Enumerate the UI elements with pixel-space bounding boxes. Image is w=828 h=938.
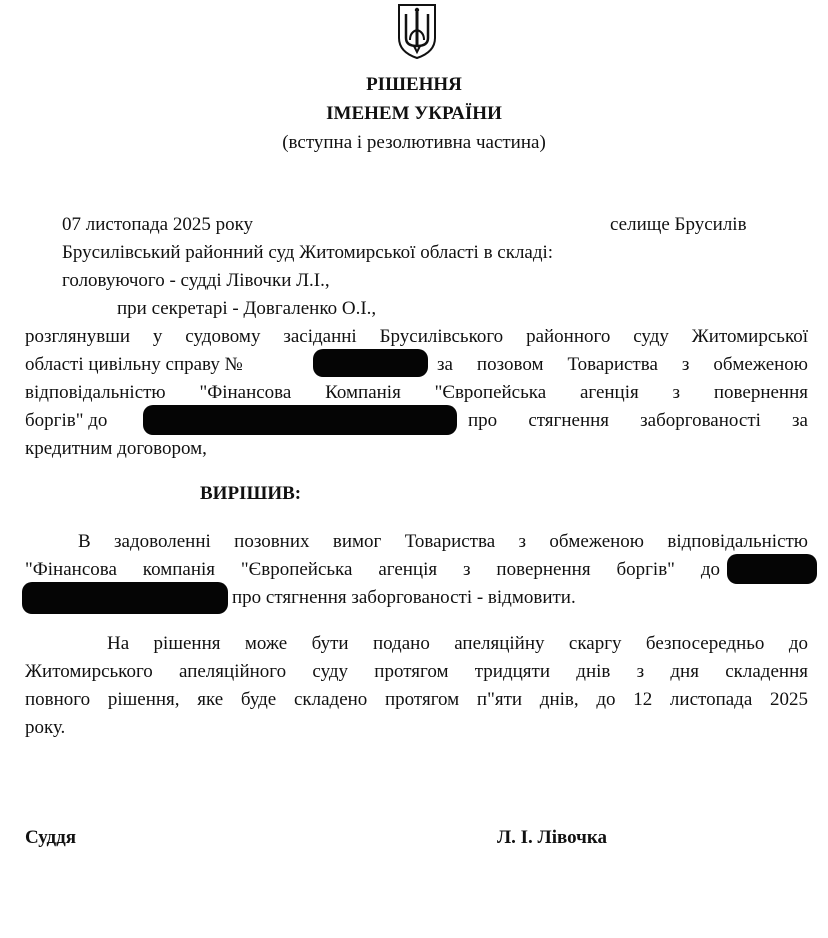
court-secretary: при секретарі - Довгаленко О.І., [117, 298, 377, 319]
appeal-paragraph-line-3: повного рішення, яке буде складено протягом п"яти днів, до 12 листопада 2025 [25, 689, 808, 710]
case-description-line-3: відповідальністю "Фінансова Компанія "Європейська агенція з повернення [25, 382, 808, 403]
case-description-line-4b: про стягнення заборгованості за [468, 410, 808, 431]
redacted-defendant-name [143, 405, 457, 435]
signature-judge-name: Л. І. Лівочка [497, 827, 608, 848]
court-composition: Брусилівський районний суд Житомирської області в складі: [62, 242, 554, 263]
case-description-line-2a: області цивільну справу № [25, 354, 243, 375]
decision-paragraph-1-line-2: "Фінансова компанія "Європейська агенція з повернення боргів" до [25, 559, 720, 580]
document-subtitle: ІМЕНЕМ УКРАЇНИ [326, 103, 502, 124]
appeal-paragraph-line-4: року. [25, 717, 66, 738]
case-description-line-1: розглянувши у судовому засіданні Брусилівського районного суду Житомирської [25, 326, 808, 347]
redacted-case-number [313, 349, 428, 377]
decision-date: 07 листопада 2025 року [62, 214, 254, 235]
appeal-paragraph-line-1: На рішення може бути подано апеляційну скаргу безпосередньо до [107, 633, 808, 654]
appeal-paragraph-line-2: Житомирського апеляційного суду протягом тридцяти днів з дня складення [25, 661, 808, 682]
decision-paragraph-1-line-3: про стягнення заборгованості - відмовити. [232, 587, 576, 608]
ukraine-trident-emblem-icon [396, 2, 438, 60]
decision-place: селище Брусилів [610, 214, 747, 235]
case-description-line-4a: боргів" до [25, 410, 108, 431]
document-title: РІШЕННЯ [366, 74, 462, 95]
case-description-line-5: кредитним договором, [25, 438, 207, 459]
document-part-note: (вступна і резолютивна частина) [282, 132, 546, 153]
signature-role: Суддя [25, 827, 77, 848]
redacted-defendant-name-2b [22, 582, 228, 614]
redacted-defendant-name-2a [727, 554, 817, 584]
decision-paragraph-1-line-1: В задоволенні позовних вимог Товариства з обмеженою відповідальністю [78, 531, 808, 552]
decision-heading: ВИРІШИВ: [200, 483, 302, 504]
case-description-line-2b: за позовом Товариства з обмеженою [437, 354, 808, 375]
presiding-judge: головуючого - судді Лівочки Л.І., [62, 270, 330, 291]
